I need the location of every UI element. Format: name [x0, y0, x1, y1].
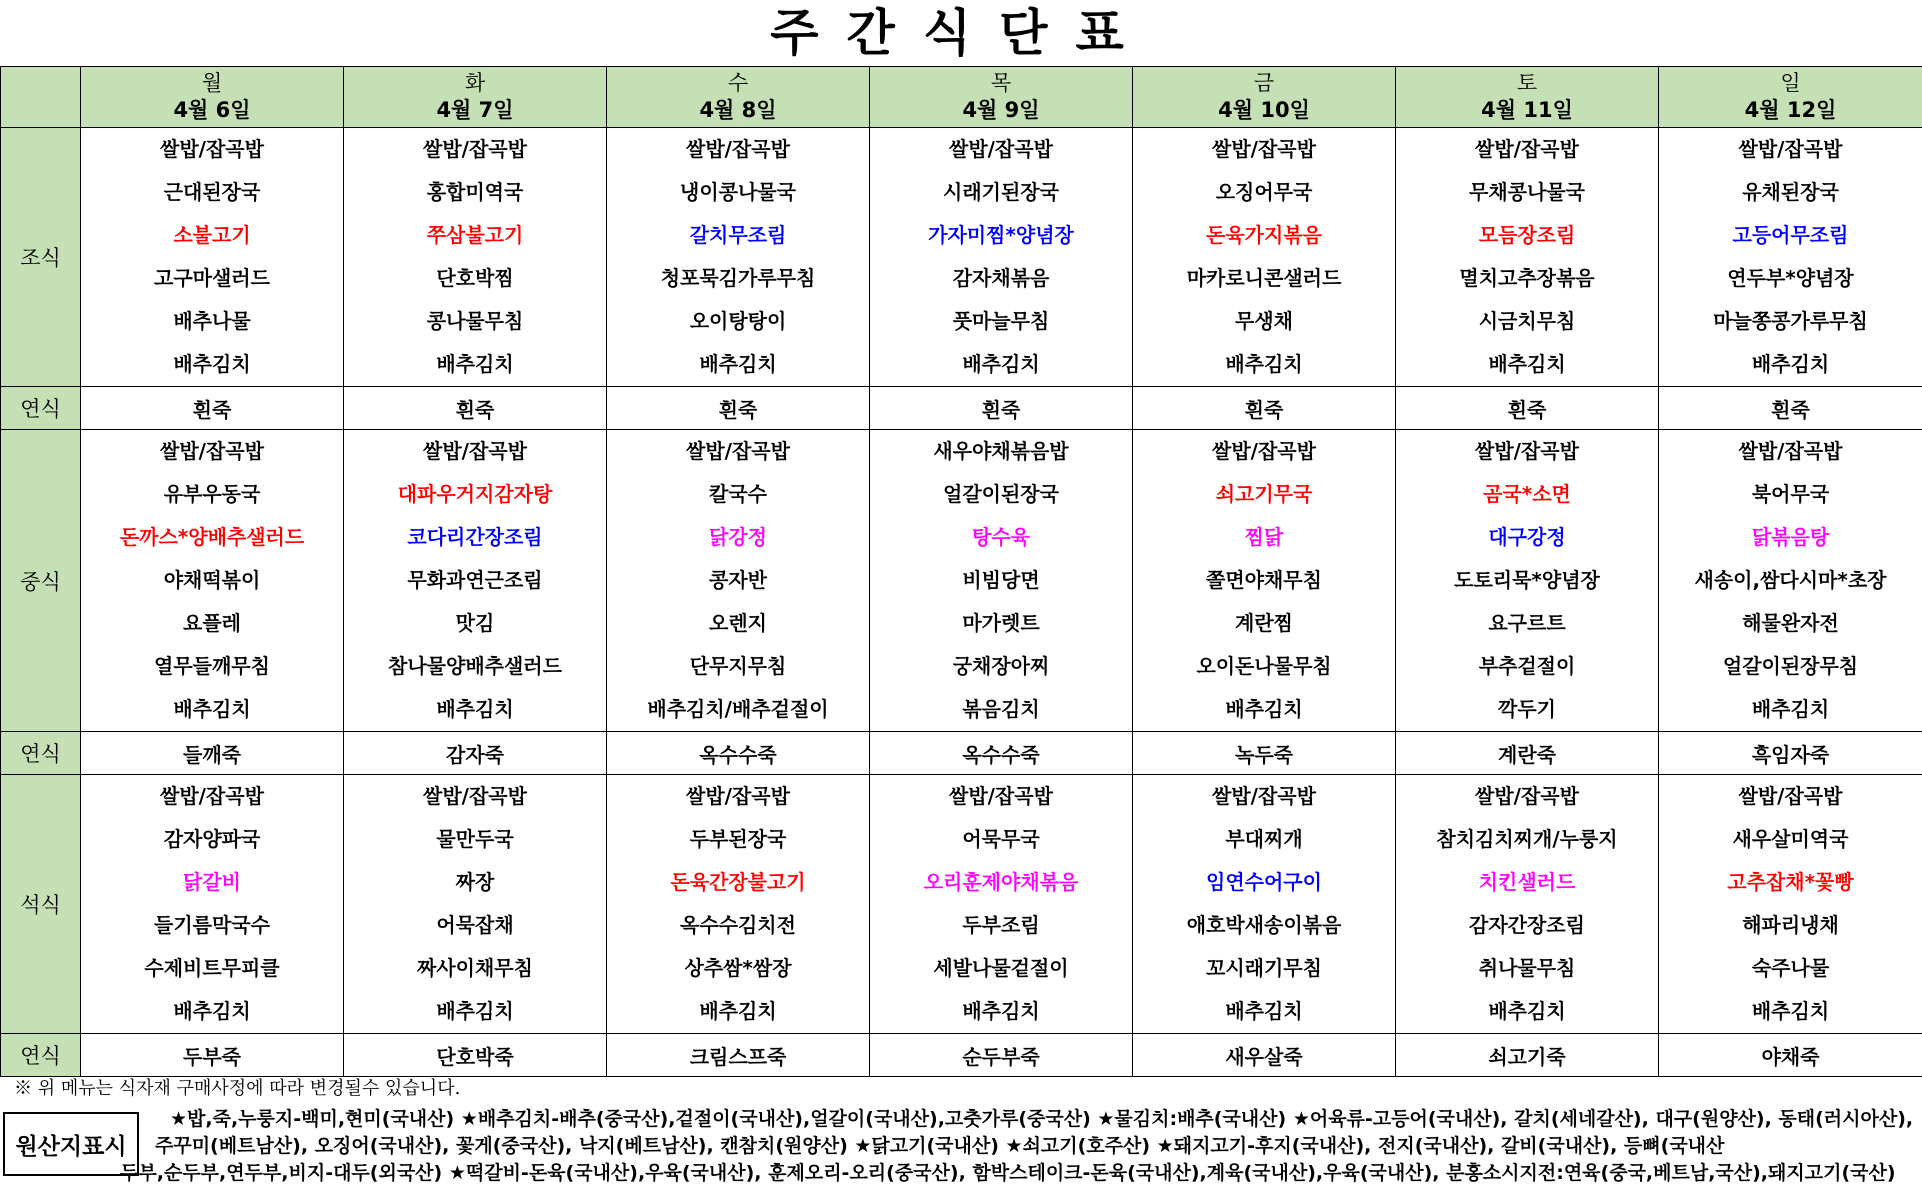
menu-item: 짜사이채무침 — [417, 956, 533, 980]
menu-item: 배추김치/배추겉절이 — [647, 697, 829, 721]
menu-item: 쌀밥/잡곡밥 — [1475, 439, 1579, 463]
menu-item: 닭강정 — [709, 525, 767, 549]
menu-item: 쌀밥/잡곡밥 — [1212, 439, 1316, 463]
menu-item: 콩나물무침 — [426, 309, 524, 333]
day-name: 금 — [1253, 71, 1275, 95]
menu-item: 쌀밥/잡곡밥 — [423, 784, 527, 808]
meal-label: 연식 — [1, 1034, 81, 1077]
menu-item: 쌀밥/잡곡밥 — [1212, 137, 1316, 161]
menu-cell — [1396, 430, 1659, 732]
meal-label: 연식 — [1, 387, 81, 430]
page-title: 주간식단표 — [770, 4, 1152, 62]
menu-item: 배추김치 — [699, 999, 777, 1023]
menu-item: 마카로니콘샐러드 — [1186, 266, 1342, 290]
menu-item: 깍두기 — [1498, 697, 1556, 721]
menu-item: 연두부*양념장 — [1727, 266, 1854, 290]
menu-item: 고등어무조림 — [1732, 223, 1849, 247]
menu-item: 대구강정 — [1488, 525, 1566, 549]
menu-cell — [1396, 775, 1659, 1034]
day-date: 4월 7일 — [436, 98, 514, 122]
porridge-cell: 쇠고기죽 — [1396, 1034, 1659, 1077]
menu-cell — [1133, 775, 1396, 1034]
menu-item: 청포묵김가루무침 — [660, 266, 816, 290]
menu-item: 오렌지 — [709, 611, 767, 635]
menu-item: 계란찜 — [1235, 611, 1293, 635]
menu-cell — [1133, 430, 1396, 732]
menu-item: 배추나물 — [173, 309, 251, 333]
day-header — [870, 67, 1133, 128]
porridge-cell: 야채죽 — [1659, 1034, 1922, 1077]
menu-item: 애호박새송이볶음 — [1186, 913, 1342, 937]
day-header — [344, 67, 607, 128]
menu-cell — [344, 775, 607, 1034]
menu-item: 마늘쫑콩가루무침 — [1713, 309, 1868, 333]
menu-item: 배추김치 — [173, 999, 251, 1023]
menu-cell — [1659, 128, 1922, 387]
menu-item: 들기름막국수 — [154, 913, 270, 937]
menu-item: 얼갈이된장무침 — [1722, 654, 1859, 678]
day-header — [1396, 67, 1659, 128]
menu-item: 숙주나물 — [1751, 956, 1830, 980]
menu-item: 배추김치 — [1225, 697, 1303, 721]
menu-item: 칼국수 — [709, 482, 767, 506]
menu-item: 쌀밥/잡곡밥 — [949, 137, 1053, 161]
menu-item: 해물완자전 — [1742, 611, 1839, 635]
menu-item: 두부조림 — [962, 913, 1040, 937]
porridge-cell: 흰죽 — [81, 387, 344, 430]
menu-item: 고추잡채*꽃빵 — [1727, 870, 1854, 894]
menu-item: 오징어무국 — [1215, 180, 1313, 204]
menu-item: 맛김 — [455, 611, 495, 635]
day-date: 4월 10일 — [1218, 98, 1310, 122]
porridge-cell: 두부죽 — [81, 1034, 344, 1077]
header-corner — [1, 67, 81, 128]
meal-label: 연식 — [1, 732, 81, 775]
menu-cell — [344, 430, 607, 732]
menu-item: 새송이,쌈다시마*초장 — [1694, 568, 1887, 592]
porridge-cell: 흑임자죽 — [1659, 732, 1922, 775]
menu-item: 유부우동국 — [163, 482, 261, 506]
menu-item: 쌀밥/잡곡밥 — [949, 784, 1053, 808]
menu-item: 도토리묵*양념장 — [1454, 568, 1600, 592]
porridge-cell: 흰죽 — [607, 387, 870, 430]
menu-item: 마가렛트 — [962, 611, 1040, 635]
menu-cell — [1659, 430, 1922, 732]
menu-item: 치킨샐러드 — [1478, 870, 1576, 894]
menu-item: 쌀밥/잡곡밥 — [686, 439, 790, 463]
menu-cell — [81, 128, 344, 387]
menu-cell — [1133, 128, 1396, 387]
menu-item: 배추김치 — [962, 999, 1040, 1023]
menu-item: 두부된장국 — [689, 827, 787, 851]
menu-item: 쌀밥/잡곡밥 — [160, 137, 264, 161]
menu-item: 돈까스*양배추샐러드 — [119, 525, 305, 549]
menu-item: 해파리냉채 — [1742, 913, 1839, 937]
menu-item: 쌀밥/잡곡밥 — [1212, 784, 1316, 808]
day-date: 4월 6일 — [173, 98, 251, 122]
menu-item: 배추김치 — [436, 697, 514, 721]
menu-item: 새우살미역국 — [1732, 827, 1849, 851]
menu-item: 단무지무침 — [689, 654, 787, 678]
origin-line-2: 주꾸미(베트남산), 오징어(국내산), 꽃게(중국산), 낙지(베트남산), 캔참치(원양산) ★닭고기(국내산) ★쇠고기(호주산) ★돼지고기-후지(국내산), 전지(국내산), 갈비(국내산), 등뼈(국내산 — [155, 1135, 1725, 1157]
menu-cell — [870, 430, 1133, 732]
origin-line-1: ★밥,죽,누룽지-백미,현미(국내산) ★배추김치-배추(중국산),겉절이(국내산),얼갈이(국내산),고춧가루(중국산) ★물김치:배추(국내산) ★어육류-고등어(국내산), 갈치(세네갈산), 대구(원양산), 동태(러시아산), — [170, 1108, 1914, 1130]
menu-item: 취나물무침 — [1478, 956, 1576, 980]
snack-row-3 — [1, 1034, 1922, 1077]
menu-item: 감자양파국 — [163, 827, 261, 851]
porridge-cell: 감자죽 — [344, 732, 607, 775]
menu-item: 볶음김치 — [962, 697, 1040, 721]
menu-item: 배추김치 — [1488, 352, 1566, 376]
menu-item: 궁채장아찌 — [952, 654, 1050, 678]
menu-item: 감자간장조림 — [1469, 913, 1585, 937]
menu-item: 근대된장국 — [163, 180, 261, 204]
day-header — [81, 67, 344, 128]
menu-item: 꼬시래기무침 — [1206, 956, 1322, 980]
dinner-row — [1, 775, 1922, 1034]
breakfast-row — [1, 128, 1922, 387]
menu-item: 쌀밥/잡곡밥 — [423, 137, 527, 161]
porridge-cell: 흰죽 — [344, 387, 607, 430]
menu-item: 수제비트무피클 — [144, 956, 280, 980]
porridge-cell: 녹두죽 — [1133, 732, 1396, 775]
menu-item: 쌀밥/잡곡밥 — [1475, 137, 1579, 161]
menu-item: 쌀밥/잡곡밥 — [160, 784, 264, 808]
menu-item: 참나물양배추샐러드 — [388, 654, 562, 678]
menu-item: 북어무국 — [1751, 482, 1830, 506]
day-header — [1659, 67, 1922, 128]
menu-item: 배추김치 — [436, 999, 514, 1023]
menu-item: 짜장 — [455, 870, 495, 894]
porridge-cell: 흰죽 — [1133, 387, 1396, 430]
menu-table — [0, 66, 1922, 1077]
menu-item: 오이탕탕이 — [689, 309, 787, 333]
menu-item: 가자미찜*양념장 — [928, 223, 1074, 247]
meal-label: 중식 — [1, 430, 81, 732]
origin-label: 원산지표시 — [3, 1112, 139, 1176]
day-name: 수 — [727, 71, 749, 95]
porridge-cell: 단호박죽 — [344, 1034, 607, 1077]
menu-item: 오리훈제야채볶음 — [923, 870, 1079, 894]
day-date: 4월 8일 — [699, 98, 777, 122]
porridge-cell: 크림스프죽 — [607, 1034, 870, 1077]
menu-item: 쌀밥/잡곡밥 — [1738, 439, 1843, 463]
day-name: 화 — [464, 71, 486, 95]
menu-item: 갈치무조림 — [689, 223, 787, 247]
porridge-cell: 흰죽 — [1659, 387, 1922, 430]
porridge-cell: 계란죽 — [1396, 732, 1659, 775]
porridge-cell: 새우살죽 — [1133, 1034, 1396, 1077]
menu-item: 콩자반 — [709, 568, 767, 592]
menu-item: 배추김치 — [1751, 697, 1830, 721]
menu-item: 모듬장조림 — [1478, 223, 1576, 247]
menu-item: 배추김치 — [699, 352, 777, 376]
menu-cell — [870, 128, 1133, 387]
day-name: 목 — [990, 71, 1012, 95]
porridge-cell: 흰죽 — [1396, 387, 1659, 430]
menu-change-notice: ※ 위 메뉴는 식자재 구매사정에 따라 변경될수 있습니다. — [14, 1078, 461, 1099]
menu-item: 탕수육 — [972, 525, 1030, 549]
menu-item: 냉이콩나물국 — [680, 180, 796, 204]
menu-item: 고구마샐러드 — [154, 266, 270, 290]
menu-item: 단호박찜 — [436, 266, 514, 290]
origin-line-3: 두부,순두부,연두부,비지-대두(외국산) ★떡갈비-돈육(국내산),우육(국내산), 훈제오리-오리(중국산), 함박스테이크-돈육(국내산),계육(국내산),우육(국내산), 분홍소시지전:연육(중국,베트남,국산),돼지고기(국산) — [120, 1162, 1896, 1184]
menu-item: 쭈삼불고기 — [426, 223, 524, 247]
menu-cell — [607, 128, 870, 387]
menu-item: 배추김치 — [1225, 999, 1303, 1023]
menu-item: 곰국*소면 — [1483, 482, 1571, 506]
day-name: 월 — [201, 71, 223, 95]
menu-item: 비빔당면 — [962, 568, 1040, 592]
menu-cell — [870, 775, 1133, 1034]
menu-item: 멸치고추장볶음 — [1459, 266, 1595, 290]
menu-item: 배추김치 — [173, 352, 251, 376]
day-date: 4월 12일 — [1744, 98, 1837, 122]
menu-item: 참치김치찌개/누룽지 — [1436, 827, 1618, 851]
menu-item: 시금치무침 — [1478, 309, 1576, 333]
day-name: 토 — [1516, 71, 1538, 95]
menu-cell — [344, 128, 607, 387]
menu-item: 물만두국 — [436, 827, 514, 851]
menu-item: 상추쌈*쌈장 — [684, 956, 792, 980]
menu-item: 배추김치 — [436, 352, 514, 376]
menu-item: 새우야채볶음밥 — [933, 439, 1069, 463]
meal-label: 석식 — [1, 775, 81, 1034]
snack-row-1 — [1, 387, 1922, 430]
menu-item: 닭갈비 — [183, 870, 241, 894]
menu-item: 열무들깨무침 — [154, 654, 270, 678]
menu-item: 세발나물겉절이 — [933, 956, 1069, 980]
menu-item: 쌀밥/잡곡밥 — [1738, 784, 1843, 808]
snack-row-2 — [1, 732, 1922, 775]
menu-cell — [81, 430, 344, 732]
menu-item: 요플레 — [183, 611, 241, 635]
menu-item: 찜닭 — [1244, 525, 1284, 549]
menu-item: 감자채볶음 — [952, 266, 1050, 290]
menu-item: 배추김치 — [962, 352, 1040, 376]
menu-item: 쌀밥/잡곡밥 — [686, 784, 790, 808]
porridge-cell: 흰죽 — [870, 387, 1133, 430]
menu-item: 요구르트 — [1488, 611, 1566, 635]
porridge-cell: 순두부죽 — [870, 1034, 1133, 1077]
menu-item: 무채콩나물국 — [1469, 180, 1585, 204]
day-header — [1133, 67, 1396, 128]
day-header-row — [1, 67, 1922, 128]
menu-item: 유채된장국 — [1742, 180, 1839, 204]
menu-item: 닭볶음탕 — [1751, 525, 1830, 549]
day-date: 4월 11일 — [1481, 98, 1573, 122]
menu-item: 돈육간장불고기 — [670, 870, 806, 894]
menu-item: 부추겉절이 — [1478, 654, 1576, 678]
menu-cell — [1659, 775, 1922, 1034]
menu-item: 배추김치 — [1751, 999, 1830, 1023]
menu-item: 무생채 — [1235, 309, 1293, 333]
menu-item: 옥수수김치전 — [680, 913, 796, 937]
porridge-cell: 들깨죽 — [81, 732, 344, 775]
menu-item: 무화과연근조림 — [407, 568, 543, 592]
porridge-cell: 옥수수죽 — [870, 732, 1133, 775]
menu-item: 쌀밥/잡곡밥 — [160, 439, 264, 463]
menu-item: 얼갈이된장국 — [943, 482, 1059, 506]
menu-cell — [607, 775, 870, 1034]
menu-item: 배추김치 — [1225, 352, 1303, 376]
menu-item: 홍합미역국 — [426, 180, 524, 204]
menu-item: 쫄면야채무침 — [1206, 568, 1322, 592]
menu-item: 대파우거지감자탕 — [397, 482, 553, 506]
menu-item: 쌀밥/잡곡밥 — [423, 439, 527, 463]
menu-item: 어묵잡채 — [436, 913, 514, 937]
menu-item: 쌀밥/잡곡밥 — [1475, 784, 1579, 808]
day-date: 4월 9일 — [962, 98, 1040, 122]
menu-item: 쇠고기무국 — [1215, 482, 1313, 506]
porridge-cell: 옥수수죽 — [607, 732, 870, 775]
menu-item: 쌀밥/잡곡밥 — [1738, 137, 1843, 161]
menu-item: 야채떡볶이 — [163, 568, 261, 592]
menu-item: 부대찌개 — [1225, 827, 1303, 851]
menu-item: 소불고기 — [173, 223, 251, 247]
menu-item: 코다리간장조림 — [407, 525, 543, 549]
lunch-row — [1, 430, 1922, 732]
menu-cell — [607, 430, 870, 732]
menu-item: 배추김치 — [173, 697, 251, 721]
menu-item: 쌀밥/잡곡밥 — [686, 137, 790, 161]
menu-item: 어묵무국 — [962, 827, 1040, 851]
menu-cell — [1396, 128, 1659, 387]
menu-item: 오이돈나물무침 — [1196, 654, 1332, 678]
menu-item: 풋마늘무침 — [952, 309, 1050, 333]
menu-item: 돈육가지볶음 — [1206, 223, 1322, 247]
menu-item: 임연수어구이 — [1206, 870, 1322, 894]
menu-item: 배추김치 — [1488, 999, 1566, 1023]
day-name: 일 — [1780, 71, 1801, 95]
menu-item: 시래기된장국 — [943, 180, 1059, 204]
day-header — [607, 67, 870, 128]
meal-label: 조식 — [1, 128, 81, 387]
menu-item: 배추김치 — [1751, 352, 1830, 376]
menu-cell — [81, 775, 344, 1034]
